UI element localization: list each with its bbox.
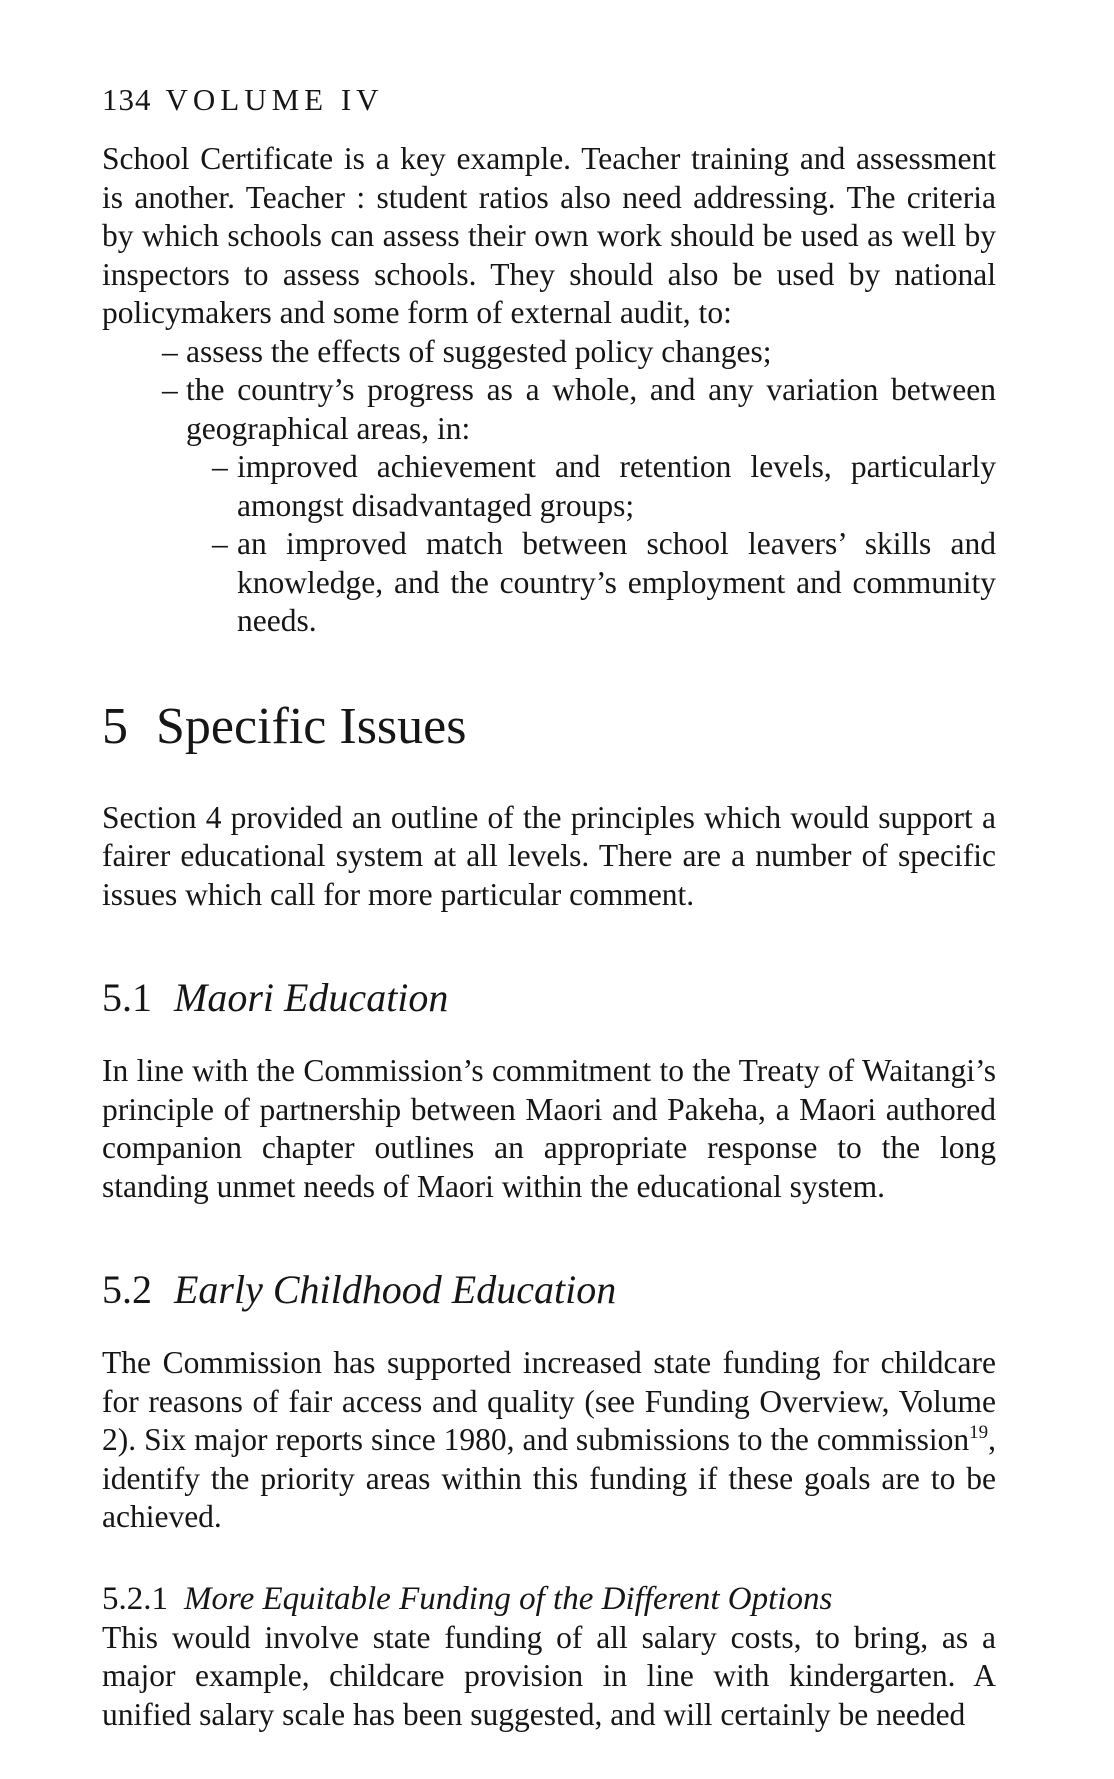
list-item — [102, 371, 996, 448]
subsubsection-paragraph: This would involve state funding of all salary costs, to bring, as a major example, childcare provision in line with kindergarten. A unified salary scale has been suggested, and will certainly be needed — [102, 1619, 996, 1732]
list-item — [102, 333, 996, 372]
bullet-text: assess the effects of suggested policy changes; — [186, 333, 772, 369]
footnote-reference[interactable]: 19 — [969, 1422, 989, 1443]
paragraph-text: The Commission has supported increased state funding for childcare for reasons of fair access and quality (see Funding Overview, Volume 2). Six major reports since 1980, and submissions to the commission — [102, 1345, 996, 1457]
subsection-title: Early Childhood Education — [174, 1267, 617, 1312]
subsection-heading — [102, 974, 996, 1022]
volume-label: VOLUME IV — [165, 82, 384, 117]
section-paragraph: Section 4 provided an outline of the principles which would support a fairer educational system at all levels. There are a number of specific issues which call for more particular comment. — [102, 799, 996, 912]
sub-bullet-text: an improved match between school leavers’ skills and knowledge, and the country’s employment and community needs. — [237, 526, 996, 638]
section-heading — [102, 697, 996, 757]
subsection-number: 5.1 — [102, 975, 152, 1020]
running-head — [102, 80, 996, 120]
dash-marker: – — [162, 333, 178, 369]
subsection-heading — [102, 1266, 996, 1314]
subsection-paragraph — [102, 1344, 996, 1537]
section-number: 5 — [102, 697, 128, 755]
list-item — [102, 448, 996, 525]
subsection-paragraph: In line with the Commission’s commitment to the Treaty of Waitangi’s principle of partnership between Maori and Pakeha, a Maori authored companion chapter outlines an appropriate response to the long standing unmet needs of Maori within the educational system. — [102, 1053, 996, 1204]
section-title: Specific Issues — [156, 697, 467, 755]
intro-sub-bullet-list — [102, 448, 996, 641]
dash-marker: – — [212, 526, 228, 561]
sub-bullet-text: improved achievement and retention levels, particularly amongst disadvantaged groups; — [237, 449, 996, 523]
page-number: 134 — [102, 82, 152, 117]
list-item — [102, 525, 996, 641]
subsubsection-number: 5.2.1 — [102, 1580, 168, 1617]
bullet-text: the country’s progress as a whole, and any variation between geographical areas, in: — [186, 372, 996, 446]
document-page — [102, 80, 996, 1734]
intro-paragraph: School Certificate is a key example. Teacher training and assessment is another. Teacher : student ratios also need addressing. The criteria by which schools can assess their own work should be used as well by inspectors to assess schools. They should also be used by national policymakers and some form of external audit, to: — [102, 141, 996, 330]
subsubsection-title: More Equitable Funding of the Different Options — [184, 1580, 833, 1617]
subsection-number: 5.2 — [102, 1267, 152, 1312]
subsubsection-heading — [102, 1579, 996, 1619]
subsection-title: Maori Education — [174, 975, 449, 1020]
dash-marker: – — [162, 372, 178, 407]
dash-marker: – — [212, 449, 228, 484]
paragraph-text: , identify the priority areas within this funding if these goals are to be achieved. — [102, 1422, 996, 1534]
intro-bullet-list — [102, 333, 996, 449]
